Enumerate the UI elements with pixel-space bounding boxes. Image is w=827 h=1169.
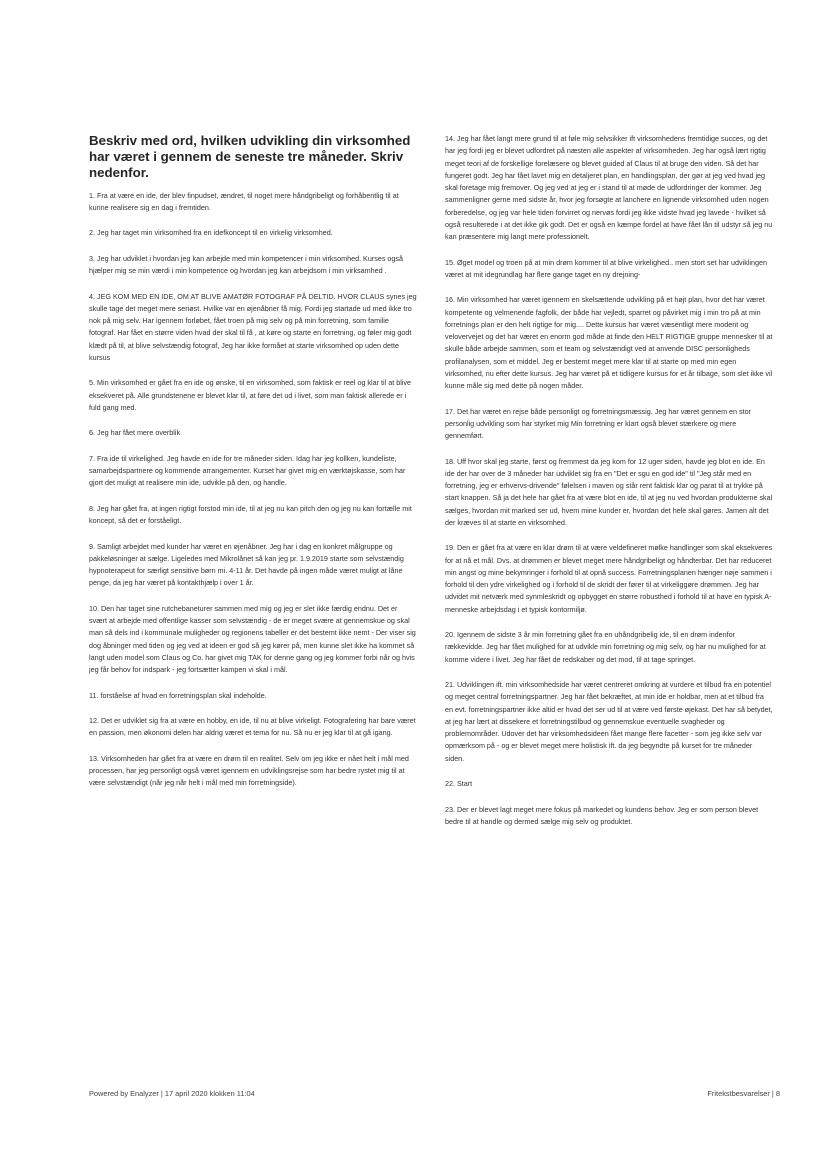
answer-item: 21. Udviklingen ift. min virksomhedside har været centreret omkring at vurdere et tilbud fra en potentiel og meget central forretningspartner. Jeg har fået bekræftet, at min ide er holdbar, men at et tilbud fra en evt. forretningspartner ikke altid er hvad det ser ud til at være ved første øjekast. Det har så betydet, at jeg har lært at dissekere et forretningstilbud og gennemskue eventuelle svagheder og problemområder. Udover det har virksomhedsideen fået mange flere facetter - som jeg ikke selv var opmærksom på - og er blevet meget mere holistisk ift. da jeg begyndte på kurset for tre måneder siden. [445, 680, 773, 763]
answer-item: 13. Virksomheden har gået fra at være en drøm til en realitet. Selv om jeg ikke er nået helt i mål med processen, har jeg personligt også været igennem en udviklingsrejse som har bedre rystet mig til at være selvstændigt (når jeg når helt i mål med min forretningside). [89, 753, 409, 788]
answer-item: 1. Fra at være en ide, der blev finpudset, ændret, til noget mere håndgribeligt og forhåbentlig til at kunne realisere sig en dag i fremtiden. [89, 190, 399, 212]
answer-item: 19. Den er gået fra at være en klar drøm til at være veldefineret mølke handlinger som skal eksekveres for at nå et mål. Dvs. at drømmen er blevet meget mere håndgribeligt og håndterbar. Det har reduceret min angst og mine bekymringer i forhold til at opnå success. Forretningsplanen hænger nøje sammen i forhold til den ydre virkelighed og i forhold til de skridt der fører til at virkeliggøre drømmen. Jeg har udvidet mit netværk med synmleskridt og opbygget en større robusthed i forhold til at have en typisk A-menneske arbejdsdag i et typisk kontormiljø. [445, 543, 773, 614]
left-column [89, 133, 417, 803]
answer-item: 15. Øget model og troen på at min drøm kommer til at blive virkelighed.. men stort set har udviklingen været at mit idegrundlag har flere gange taget en ny drejning- [445, 257, 767, 279]
answer-item: 6. Jeg har fået mere overblik [89, 428, 181, 438]
answer-item: 17. Det har været en rejse både personligt og forretningsmæssig. Jeg har været gennem en stor personlig udvikling som har styrket mig Min forretning er klart også blevet stærkere og mere gennemført. [445, 406, 752, 440]
answer-list-left [89, 190, 417, 790]
answer-item: 18. Uff hvor skal jeg starte, først og fremmest da jeg kom for 12 uger siden, havde jeg blot en ide. En ide der har over de 3 måneder har udviklet sig fra en "Det er sgu en god ide" til "Jeg står med en forretning, jeg er erhvervs-drivende" følelsen i maven og står rent faktisk klar og parat til at trykke på start knappen. Så ja det hele har gået fra at være blot en ide, til at jeg nu ved hvordan produkterne skal sælges, hvordan mit marked ser ud, hvem mine kunder er, hvordan det hele skal gøres. Jamen alt det der kræves til at starte en virksomhed. [445, 456, 773, 527]
answer-item: 23. Der er blevet lagt meget mere fokus på markedet og kundens behov. Jeg er som person blevet bedre til at handle og dermed sælge mig selv og produktet. [445, 804, 759, 826]
answer-item: 16. Min virksomhed har været igennem en skelsættende udvikling på et højt plan, hvor det har været kompetente og velmenende fagfolk, der både har vejledt, sparret og påvirket mig i min tro på at min forretnings plan er den helt rigtige for mig.... Dette kursus har været væsentligt mere modent og velovervejet og det har været en enorm god måde at finde den HELT RIGTIGE gruppe mennesker til at skulle både arbejde sammen, som et team og selvstændigt ved at anvende DISC personligheds profilanalysen, som et middel. Jeg er bestemt meget mere klar til at starte op med min egen virksomhed, nu efter dette kursus. Jeg har været på et tidligere kursus for et år tilbage, som slet ikke vil kunne måle sig med dette på nogen måder. [445, 295, 773, 390]
answer-item: 2. Jeg har taget min virksomhed fra en idefkoncept til en virkelig virksomhed. [89, 228, 333, 238]
answer-item: 7. Fra ide til virkelighed. Jeg havde en ide for tre måneder siden. Idag har jeg kollken, kundeliste, samarbejdspartnere og kommende arrangementer. Kurset har givet mig en værktøjskasse, som har gjort det muligt at realisere min ide, udvikle på den, og handle. [89, 453, 406, 488]
question-heading: Beskriv med ord, hvilken udvikling din virksomhed har været i gennem de seneste tre måneder. Skriv nedenfor. [89, 133, 411, 181]
answer-item: 5. Min virksomhed er gået fra en ide og ønske, til en virksomhed, som faktisk er reel og klar til at blive eksekveret på. Alle grundstenene er blevet klar til, at føre det ud i livet, som man faktisk allerede er i fuld gang med. [89, 378, 411, 412]
answer-item: 4. JEG KOM MED EN IDE, OM AT BLIVE AMATØR FOTOGRAF PÅ DELTID. HVOR CLAUS synes jeg skulle tage det meget mere seriøst. Hvilke var en øjenåbner få mig. Fordi jeg startade ud med ikke tro nok på mig selv. Har igennem forløbet, fået troen på mig selv og på min forretning, som familie fotograf. Har fået en større viden hvad der skal til få , at køre og starte en forretning, og føler mig godt klædt på til, at blive selvstændig fotograf, Jeg har ikke formået at starte virksomhed op uden dette kursus [89, 291, 417, 362]
answer-item: 11. forståelse af hvad en forretningsplan skal indeholde. [89, 690, 267, 700]
answer-item: 3. Jeg har udviklet i hvordan jeg kan arbejde med min kompetencer i min virksomhed. Kurses også hjælper mig se min værdi i min kompetence og hvordan jeg kan arbejdsom i min virksamhed . [89, 253, 404, 276]
footer-powered-by: Powered by Enalyzer | 17 april 2020 klokken 11:04 [89, 1089, 255, 1098]
answer-item: 22. Start [445, 779, 473, 788]
answer-item: 9. Samligt arbejdet med kunder har været en øjenåbner. Jeg har i dag en konkret målgruppe og pakkeløsninger at sælge. Ligeledes med Mikrolånet så kan jeg pr. 1.9.2019 starte som selvstændig hypnoterapeut for særligt sensitive børn mi. 4-11 år. Det havde på ingen måde været muligt at låne penge, da jeg har været på kontakthjælp i over 1 år. [89, 541, 404, 588]
answer-item: 14. Jeg har fået langt mere grund til at føle mig selvsikker ift virksomhedens fremtidige succes, og det har jeg fordi jeg er blevet udfordret på næsten alle aspekter af virksomheden. Jeg har også lært rigtig meget teori af de forskellige forelæsere og blevet guided af Claus til at bruge den viden. Så det har fungeret godt. Jeg har fået lavet mig en detaljeret plan, en handlingsplan, der gør at jeg ved hvad jeg skal foretage mig fremover. Og jeg ved at jeg er i stand til at møde de udfordringer der kommer. Jeg sammenligner gerne med sidste år, hvor jeg forsøgte at lanchere en lignende virksomhed uden nogen forberedelse, og jeg var hele tiden forvirret og nervøs fordi jeg ikke vidste hvad jeg lavede - hvilket så også resulterede i at det ikke gik godt. Det er også en kæmpe fordel at have fået lån til udstyr så jeg nu kan præsentere mig langt mere professionelt. [445, 134, 773, 241]
footer-page-label: Fritekstbesvarelser | 8 [707, 1089, 780, 1098]
right-column [445, 133, 773, 841]
answer-item: 20. Igennem de sidste 3 år min forretning gået fra en uhåndgribelig ide, til en drøm indenfor rækkevidde. Jeg har fået mulighed for at udvikle min forretning og mig selv, og har nu mulighed for at komme videre i livet. Jeg har fået de redskaber og det mod, til at tage springet. [445, 630, 766, 664]
answer-item: 10. Den har taget sine rutchebaneturer sammen med mig og jeg er slet ikke færdig endnu. Det er svært at arbejde med offentlige kasser som selvstændig - de er meget svære at gennemskue og skal man så dels ind i kommunale muligheder og regionens tabeller er det bestemt ikke nemt - Der viser sig dog åbninger med tiden og jeg ved at ideen er god så jeg kører på, men kunne slet ikke ha kommet så langt uden model som Claus og Co. har givet mig TAK for denne gang og jeg kommer forbi når og hvis jeg får behov for indspark - jeg fortsætter kampen vi skal i mål. [89, 603, 416, 675]
answer-list-right [445, 133, 773, 828]
answer-item: 8. Jeg har gået fra, at ingen rigtigt forstod min ide, til at jeg nu kan pitch den og jeg nu kan fortælle mit koncept, så det er forståeligt. [89, 503, 412, 526]
answer-item: 12. Det er udviklet sig fra at være en hobby, en ide, til nu at blive virkeligt. Fotografering har bare været en passion, men økonomi delen har aldrig været et tema for nu. Så nu er jeg klar til at gå igang. [89, 716, 416, 738]
